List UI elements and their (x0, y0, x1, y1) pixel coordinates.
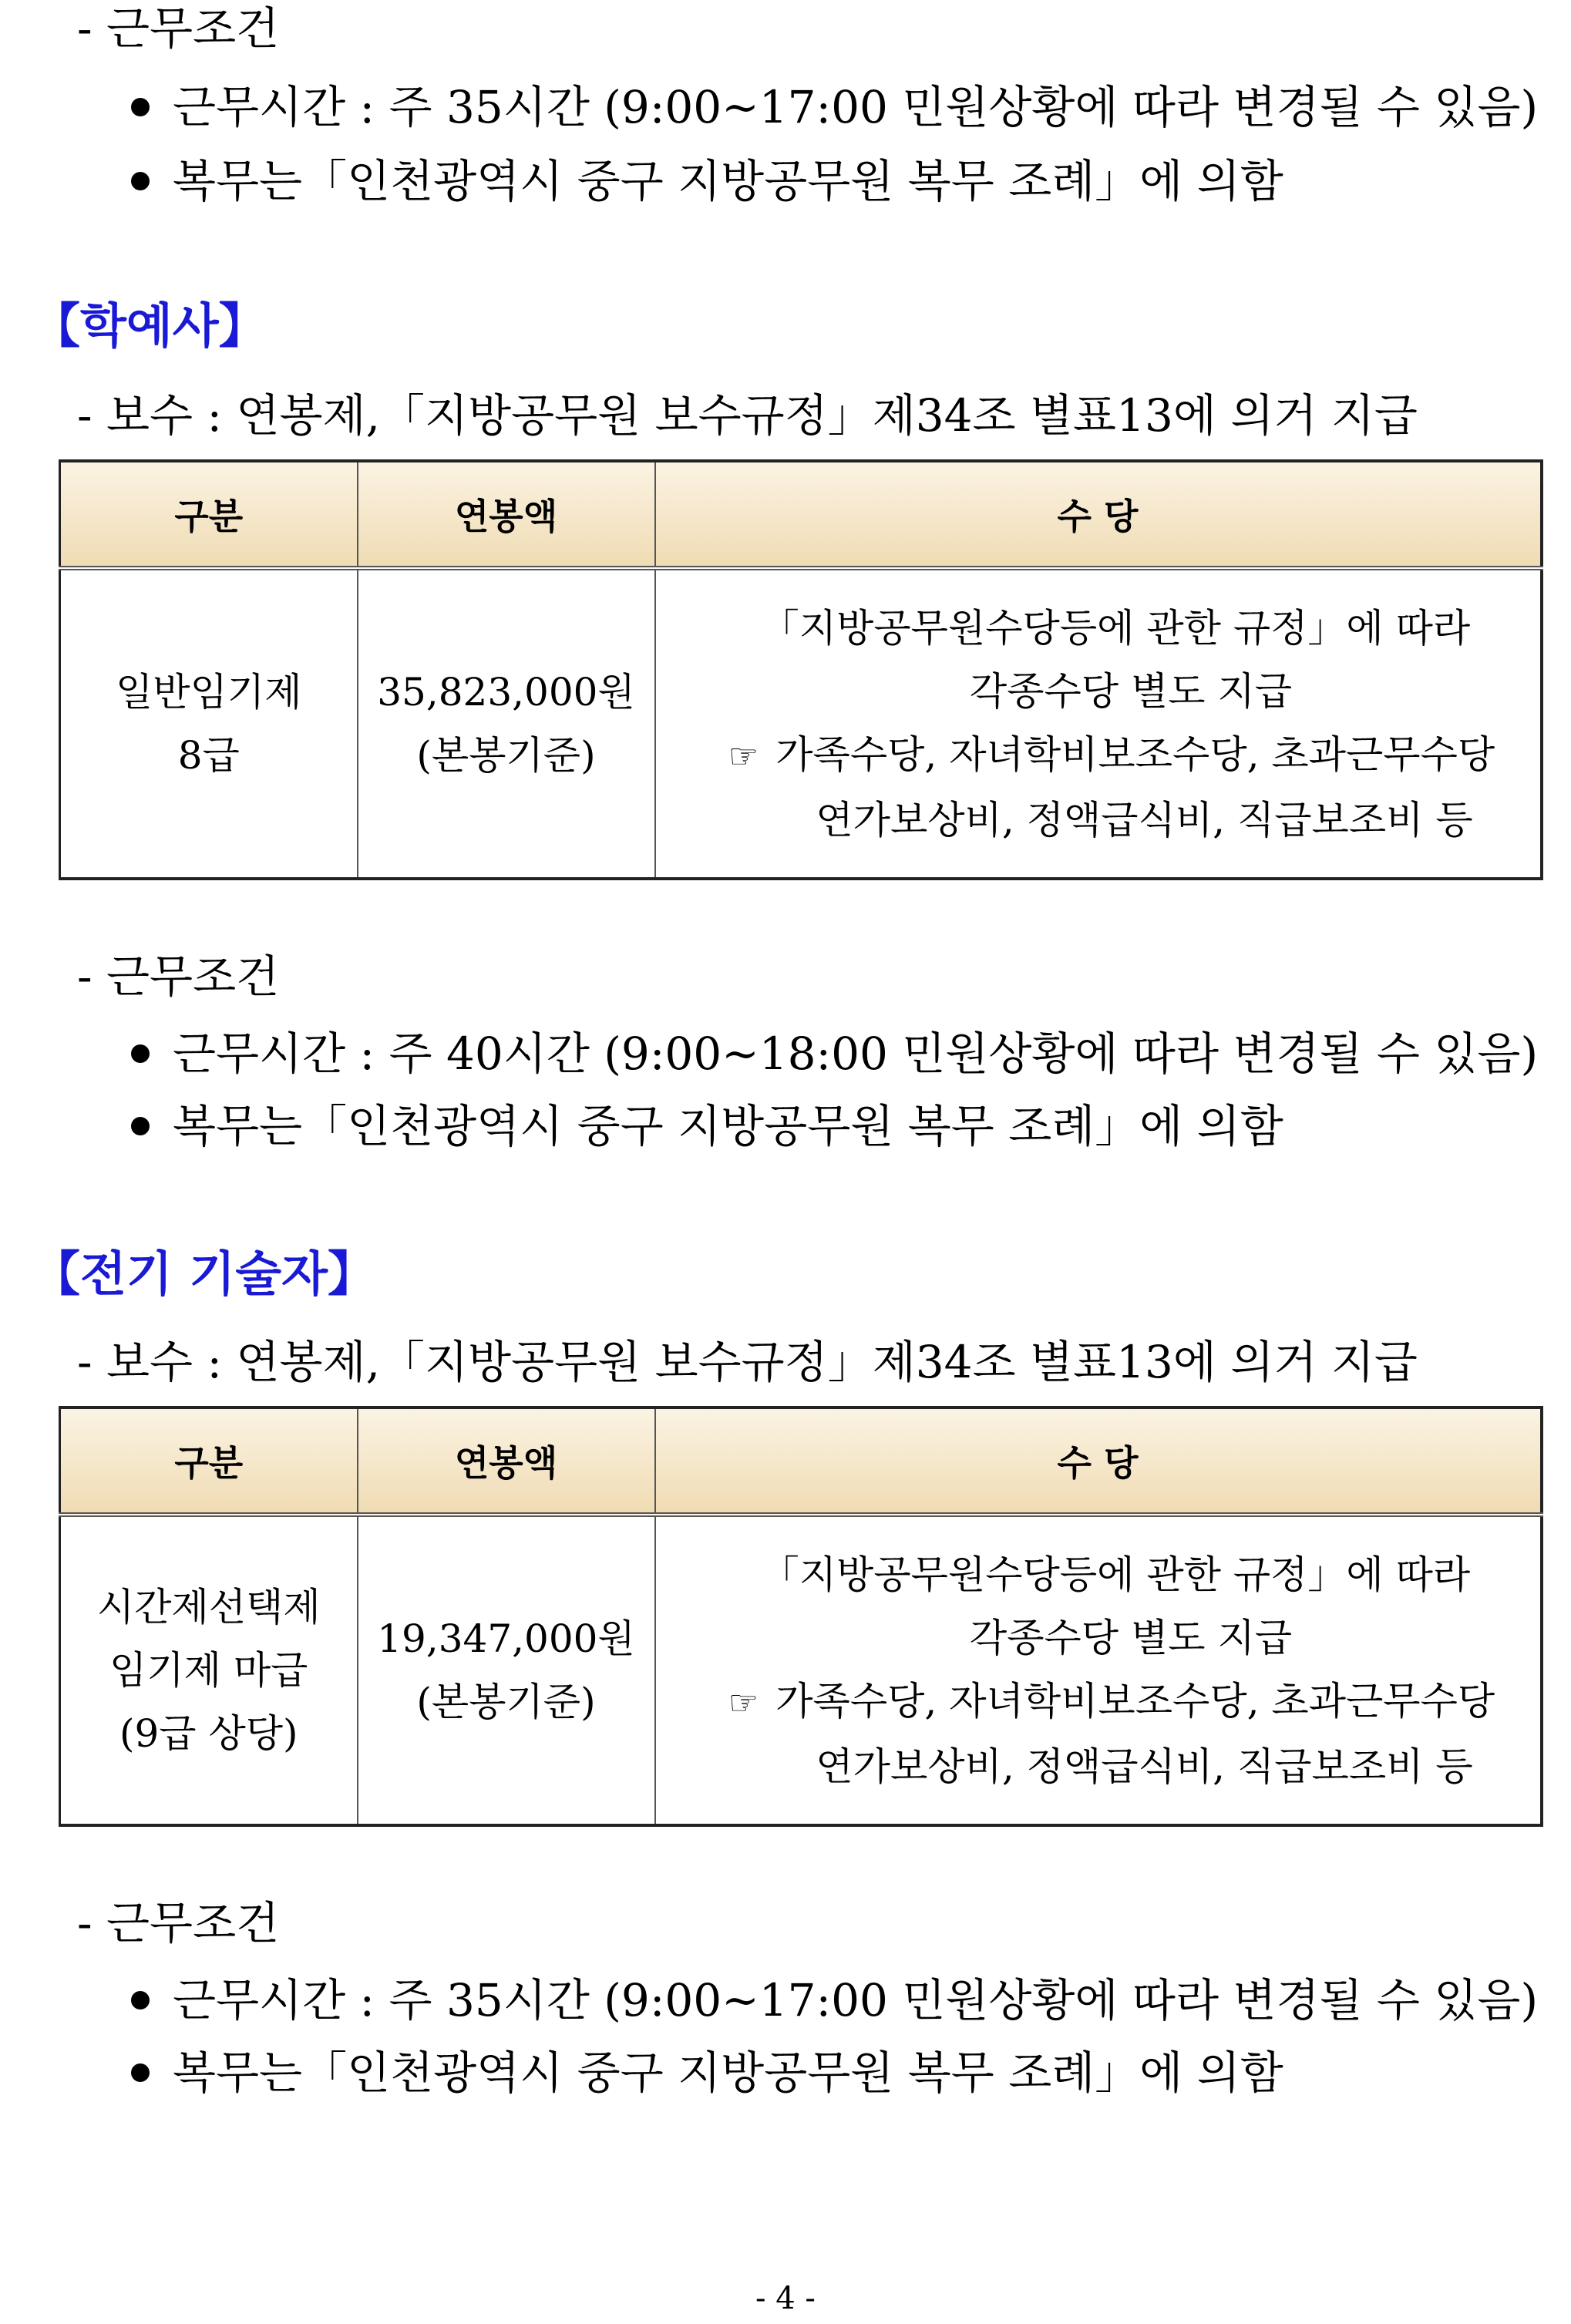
grade-line: 임기제 마급 (109, 1648, 308, 1693)
duty-text: 복무는「인천광역시 중구 지방공무원 복무 조례」에 의함 (173, 2047, 1283, 2099)
table-row (60, 568, 1542, 879)
header-salary: 연봉액 (358, 461, 655, 568)
allowance-line: 가족수당, 자녀학비보조수당, 초과근무수당 (775, 732, 1495, 777)
allowance-list (684, 723, 1540, 789)
allowance-line: 「지방공무원수당등에 관한 규정」에 따라 (760, 1552, 1471, 1597)
allowance-line: 「지방공무원수당등에 관한 규정」에 따라 (760, 605, 1471, 651)
allowance-line: 각종수당 별도 지급 (969, 1615, 1293, 1660)
bullet-icon (131, 98, 150, 116)
grade-cell (60, 568, 358, 879)
work-conditions-label: - 근무조건 (77, 2, 280, 55)
duty-text: 복무는「인천광역시 중구 지방공무원 복무 조례」에 의함 (173, 1100, 1283, 1152)
duty-item (131, 2047, 1283, 2099)
allowance-line: 각종수당 별도 지급 (969, 668, 1293, 714)
work-hours-item (131, 1027, 1539, 1080)
pointing-hand-icon: ☞ (728, 736, 759, 776)
bullet-icon (131, 172, 150, 190)
bullet-icon (131, 2063, 150, 2082)
table-header-row (60, 461, 1542, 568)
salary-basis: (본봉기준) (416, 733, 596, 778)
allowance-line: 연가보상비, 정액급식비, 직급보조비 등 (816, 797, 1473, 842)
duty-text: 복무는「인천광역시 중구 지방공무원 복무 조례」에 의함 (173, 155, 1283, 207)
salary-amount: 19,347,000원 (377, 1616, 635, 1661)
allowance-cell (655, 568, 1542, 879)
bullet-icon (131, 1044, 150, 1063)
salary-cell (358, 568, 655, 879)
allowance-list (684, 1670, 1540, 1735)
bullet-icon (131, 1117, 150, 1135)
work-hours-item (131, 81, 1539, 133)
section-title-academic-assistant: 【학예사】 (32, 298, 267, 354)
header-category: 구분 (60, 461, 358, 568)
duty-item (131, 155, 1283, 207)
pay-table-electrical-technician (59, 1406, 1543, 1827)
allowance-line: 가족수당, 자녀학비보조수당, 초과근무수당 (775, 1678, 1495, 1724)
work-hours-text: 근무시간 : 주 35시간 (9:00~17:00 민원상황에 따라 변경될 수 있음) (173, 1974, 1539, 2026)
pay-table-academic-assistant (59, 459, 1543, 880)
allowance-line: 연가보상비, 정액급식비, 직급보조비 등 (816, 1744, 1473, 1789)
salary-amount: 35,823,000원 (377, 670, 635, 715)
work-conditions-label: - 근무조건 (77, 950, 280, 1003)
section-title-electrical-technician: 【전기 기술자】 (32, 1246, 376, 1302)
header-allowance: 수 당 (655, 461, 1542, 568)
duty-item (131, 1100, 1283, 1152)
pay-line: - 보수 : 연봉제,「지방공무원 보수규정」제34조 별표13에 의거 지급 (77, 1336, 1418, 1388)
work-hours-item (131, 1974, 1539, 2026)
pay-line: - 보수 : 연봉제,「지방공무원 보수규정」제34조 별표13에 의거 지급 (77, 389, 1418, 442)
allowance-cell (655, 1515, 1542, 1825)
header-category: 구분 (60, 1408, 358, 1515)
work-hours-text: 근무시간 : 주 35시간 (9:00~17:00 민원상황에 따라 변경될 수 있음) (173, 81, 1539, 133)
grade-line: (9급 상당) (119, 1711, 298, 1756)
table-row (60, 1515, 1542, 1825)
header-allowance: 수 당 (655, 1408, 1542, 1515)
table-header-row (60, 1408, 1542, 1515)
work-conditions-label: - 근무조건 (77, 1897, 280, 1949)
salary-basis: (본봉기준) (416, 1680, 596, 1724)
grade-cell (60, 1515, 358, 1825)
header-salary: 연봉액 (358, 1408, 655, 1515)
bullet-icon (131, 1991, 150, 2010)
grade-line: 시간제선택제 (96, 1585, 321, 1629)
salary-cell (358, 1515, 655, 1825)
work-hours-text: 근무시간 : 주 40시간 (9:00~18:00 민원상황에 따라 변경될 수 있음) (173, 1027, 1539, 1080)
grade-line: 8급 (177, 733, 240, 778)
pointing-hand-icon: ☞ (728, 1683, 759, 1723)
page-number: - 4 - (755, 2281, 816, 2316)
grade-line: 일반임기제 (116, 670, 302, 715)
